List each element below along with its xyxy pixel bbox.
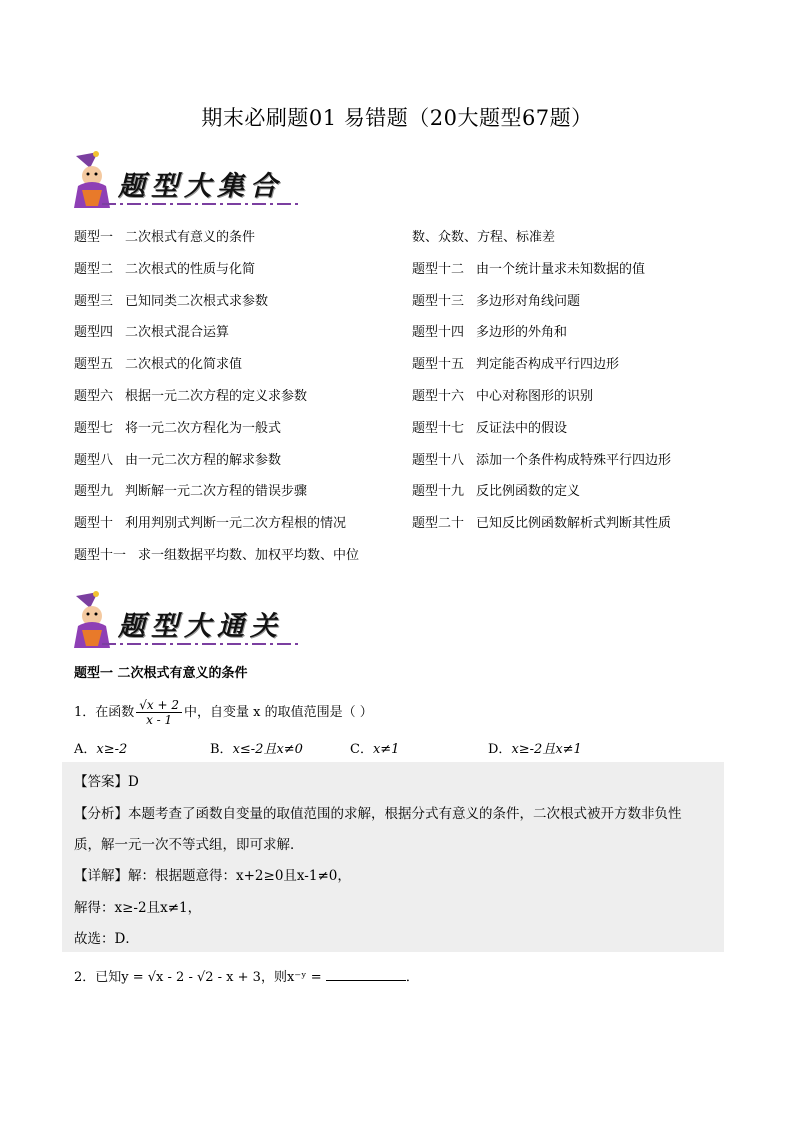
toc-label: 题型十一 [74, 548, 127, 563]
toc-item [412, 260, 645, 280]
toc-label: 题型二 [74, 261, 114, 277]
page-title: 期末必刷题01 易错题（20大题型67题） [201, 106, 593, 130]
toc-text: 二次根式混合运算 [125, 325, 230, 341]
toc-item [74, 482, 307, 502]
toc-text: 反证法中的假设 [476, 420, 568, 436]
toc-label: 题型二十 [412, 516, 465, 532]
toc-text: 反比例函数的定义 [476, 484, 581, 500]
toc-label: 题型六 [74, 389, 114, 404]
toc-label: 题型十 [74, 516, 114, 532]
toc-item [412, 355, 619, 375]
toc-text: 二次根式的性质与化简 [125, 261, 256, 277]
toc-text: 判断解一元二次方程的错误步骤 [125, 484, 308, 500]
q1-denominator: x - 1 [146, 713, 173, 727]
toc-item [74, 292, 268, 312]
toc-label: 题型三 [74, 293, 114, 309]
toc-label: 题型九 [74, 484, 114, 500]
toc-item [74, 323, 229, 343]
answer-line: 【答案】D [74, 774, 139, 790]
answer-box [62, 762, 724, 952]
banner-title: 题型大集合 [118, 171, 283, 202]
toc-item [74, 451, 281, 471]
toc-label: 题型十八 [412, 452, 465, 468]
toc-text: 判定能否构成平行四边形 [476, 357, 620, 373]
toc-text: 已知同类二次根式求参数 [125, 293, 269, 309]
answer-blank[interactable] [326, 969, 406, 981]
option-a: A．x≥-2 [74, 742, 128, 757]
detail-line-1: 【详解】解：根据题意得：x+2≥0且x-1≠0， [74, 868, 351, 884]
q1-fraction [136, 698, 182, 727]
toc-label: 题型十二 [412, 261, 465, 277]
toc-item [74, 260, 255, 280]
toc-text: 求一组数据平均数、加权平均数、中位 [138, 548, 360, 563]
toc-item [74, 387, 307, 407]
toc-item [412, 419, 567, 439]
detail-line-2: 解得：x≥-2且x≠1， [74, 900, 202, 916]
toc-text: 二次根式有意义的条件 [125, 230, 256, 245]
analysis-line-1: 【分析】本题考查了函数自变量的取值范围的求解，根据分式有意义的条件，二次根式被开方数非负性 [74, 806, 682, 822]
option-d: D．x≥-2且x≠1 [488, 742, 582, 757]
analysis-line-2: 质，解一元一次不等式组，即可求解． [74, 837, 304, 853]
toc-text: 二次根式的化简求值 [125, 357, 243, 373]
option-b: B．x≤-2且x≠0 [210, 742, 303, 757]
toc-label: 题型十六 [412, 389, 465, 404]
toc-item [74, 514, 346, 534]
banner-title: 题型大通关 [118, 611, 283, 642]
toc-text: 利用判别式判断一元二次方程根的情况 [125, 516, 347, 532]
toc-text: 将一元二次方程化为一般式 [125, 420, 282, 436]
toc-item [412, 451, 671, 471]
toc-text: 多边形的外角和 [476, 325, 568, 341]
banner-topic-pass [68, 590, 298, 656]
toc-item [74, 355, 242, 375]
toc-text: 由一元二次方程的解求参数 [125, 452, 282, 468]
q1-prefix: 1．在函数 [74, 705, 135, 720]
toc-label: 题型十五 [412, 357, 465, 373]
toc-item [74, 228, 255, 248]
toc-label: 题型一 [74, 230, 114, 245]
toc-item [74, 546, 359, 566]
banner-topic-collection [68, 150, 298, 216]
toc-text: 多边形对角线问题 [476, 293, 581, 309]
toc-continuation: 数、众数、方程、标准差 [412, 230, 556, 245]
q1-options [74, 738, 734, 758]
toc-item [412, 323, 567, 343]
question-1 [74, 698, 373, 727]
question-2 [74, 966, 419, 985]
toc-label: 题型五 [74, 357, 114, 373]
option-c: C．x≠1 [350, 742, 400, 757]
q2-text: 2．已知y = √x - 2 - √2 - x + 3，则x⁻ʸ = [74, 970, 326, 985]
toc-label: 题型十三 [412, 293, 465, 309]
banner-underline [102, 200, 298, 208]
toc-text: 中心对称图形的识别 [476, 389, 594, 404]
detail-line-3: 故选：D． [74, 931, 139, 947]
banner-underline [102, 640, 298, 648]
toc-text: 根据一元二次方程的定义求参数 [125, 389, 308, 404]
toc-label: 题型七 [74, 420, 114, 436]
toc-item [412, 514, 671, 534]
toc-label: 题型十九 [412, 484, 465, 500]
toc-text: 由一个统计量求未知数据的值 [476, 261, 646, 277]
q1-numerator: √x + 2 [136, 698, 182, 713]
q1-suffix: 中，自变量 x 的取值范围是（ ） [184, 705, 373, 720]
q2-end: ． [405, 970, 419, 985]
toc-item [412, 482, 580, 502]
toc-item [412, 387, 593, 407]
toc-label: 题型八 [74, 452, 114, 468]
toc-text: 添加一个条件构成特殊平行四边形 [476, 452, 672, 468]
toc-label: 题型十四 [412, 325, 465, 341]
toc-text: 已知反比例函数解析式判断其性质 [476, 516, 672, 532]
section-heading: 题型一 二次根式有意义的条件 [74, 666, 248, 681]
toc-label: 题型十七 [412, 420, 465, 436]
toc-label: 题型四 [74, 325, 114, 341]
toc-item [412, 292, 580, 312]
toc-item [74, 419, 281, 439]
